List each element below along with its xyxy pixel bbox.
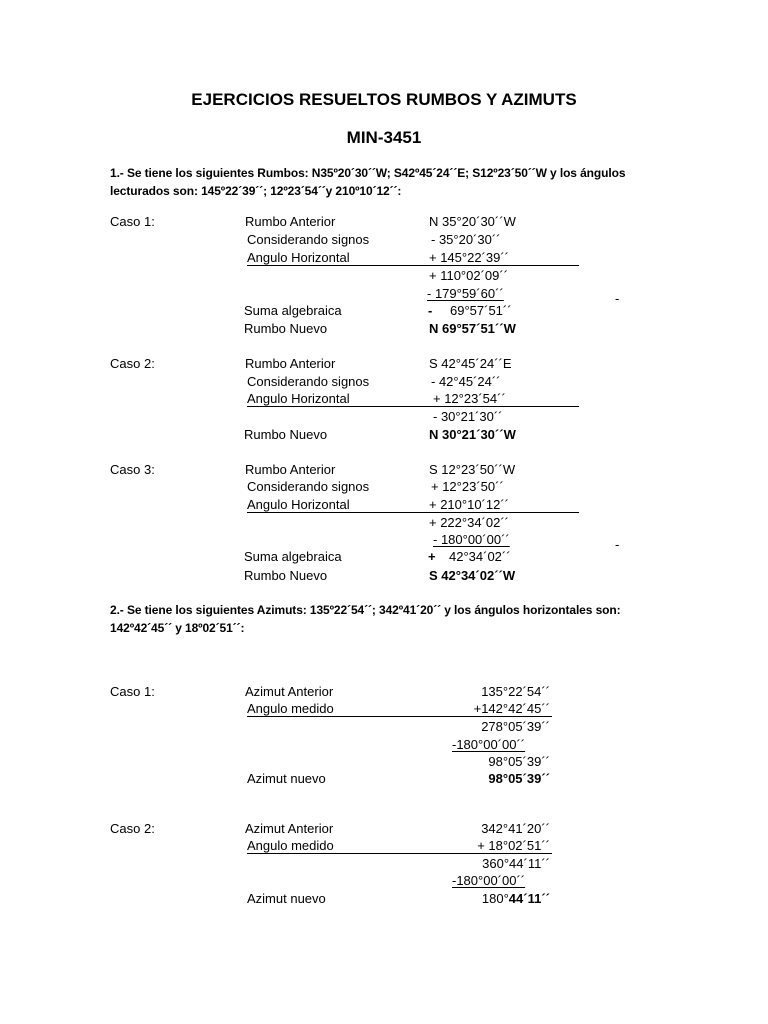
document-title: EJERCICIOS RESUELTOS RUMBOS Y AZIMUTS [191, 90, 577, 109]
suma-sign: + [428, 549, 436, 564]
sum-rule [247, 716, 552, 717]
azimut-caso1-label: Caso 1: [110, 684, 155, 699]
rumbo-nuevo-value: N 30°21´30´´W [429, 427, 516, 442]
partial-sum-value: + 222°34´02´´ [429, 515, 509, 530]
suma-algebraica-value: 42°34´02´´ [449, 549, 511, 564]
result-value: - 30°21´30´´ [433, 409, 503, 424]
caso1-label: Caso 1: [110, 214, 155, 229]
considerando-signos-label: Considerando signos [247, 374, 370, 389]
rumbo-nuevo-value: S 42°34´02´´W [429, 568, 516, 583]
angulo-medido-label: Angulo medido [247, 701, 334, 716]
sum-rule [247, 265, 579, 266]
subtract-value: -180°00´00´´ [452, 873, 526, 888]
azimut-nuevo-label: Azimut nuevo [247, 891, 326, 906]
rumbo-nuevo-value: N 69°57´51´´W [429, 321, 516, 336]
angulo-horizontal-label: Angulo Horizontal [247, 391, 350, 406]
subtract-value: - 180°00´00´´ [433, 532, 510, 547]
rumbo-nuevo-label: Rumbo Nuevo [244, 568, 328, 583]
course-code: MIN-3451 [346, 128, 422, 147]
partial-sum-value: + 110°02´09´´ [429, 268, 509, 283]
subtract-value: - 179°59´60´´ [427, 286, 504, 301]
suma-algebraica-value: 69°57´51´´ [450, 303, 512, 318]
part1-intro-line1: 1.- Se tiene los siguientes Rumbos: N35º20´30´´W; S42º45´24´´E; S12º23´50´´W y los ángulos [110, 166, 626, 180]
angulo-horizontal-label: Angulo Horizontal [247, 250, 350, 265]
partial-sum-value: 360°44´11´´ [482, 856, 550, 871]
considerando-signos-value: - 35°20´30´´ [431, 232, 501, 247]
caso3-label: Caso 3: [110, 462, 155, 477]
angulo-horizontal-value: + 145°22´39´´ [429, 250, 509, 265]
rumbo-nuevo-label: Rumbo Nuevo [244, 427, 328, 442]
rumbo-anterior-label: Rumbo Anterior [245, 356, 336, 371]
azimut-nuevo-value: 98°05´39´´ [488, 771, 550, 786]
rumbo-anterior-value: N 35°20´30´´W [429, 214, 516, 229]
rumbo-nuevo-label: Rumbo Nuevo [244, 321, 328, 336]
azimut-caso2-label: Caso 2: [110, 821, 155, 836]
side-mark: - [615, 537, 620, 552]
azimut-anterior-label: Azimut Anterior [245, 821, 334, 836]
azimut-anterior-value: 342°41´20´´ [481, 821, 550, 836]
considerando-signos-label: Considerando signos [247, 479, 370, 494]
sum-rule [247, 406, 579, 407]
angulo-medido-value: +142°42´45´´ [473, 701, 550, 716]
rumbo-anterior-value: S 42°45´24´´E [429, 356, 512, 371]
part2-intro-line2: 142º42´45´´ y 18º02´51´´: [110, 621, 245, 635]
angulo-medido-value: + 18°02´51´´ [477, 838, 550, 853]
caso2-label: Caso 2: [110, 356, 155, 371]
angulo-medido-label: Angulo medido [247, 838, 334, 853]
suma-algebraica-label: Suma algebraica [244, 303, 342, 318]
azimut-anterior-label: Azimut Anterior [245, 684, 334, 699]
rumbo-anterior-value: S 12°23´50´´W [429, 462, 516, 477]
part1-intro-line2: lecturados son: 145º22´39´´; 12º23´54´´y 210º10´12´´: [110, 184, 402, 198]
azimut-nuevo-minutes-seconds: 44´11´´ [508, 891, 550, 906]
partial-sum-value: 278°05´39´´ [481, 719, 550, 734]
azimut-nuevo-value [430, 892, 550, 905]
suma-algebraica-label: Suma algebraica [244, 549, 342, 564]
angulo-horizontal-label: Angulo Horizontal [247, 497, 350, 512]
azimut-nuevo-degrees: 180° [481, 891, 509, 906]
azimut-nuevo-label: Azimut nuevo [247, 771, 326, 786]
angulo-horizontal-value: + 12°23´54´´ [433, 391, 506, 406]
result-value: 98°05´39´´ [488, 754, 550, 769]
angulo-horizontal-value: + 210°10´12´´ [429, 497, 509, 512]
subtract-value: -180°00´00´´ [452, 737, 526, 752]
part2-intro-line1: 2.- Se tiene los siguientes Azimuts: 135º22´54´´; 342º41´20´´ y los ángulos horizontales son: [110, 603, 621, 617]
rumbo-anterior-label: Rumbo Anterior [245, 214, 336, 229]
azimut-anterior-value: 135°22´54´´ [481, 684, 550, 699]
rumbo-anterior-label: Rumbo Anterior [245, 462, 336, 477]
considerando-signos-value: + 12°23´50´´ [431, 479, 504, 494]
suma-sign: - [428, 303, 433, 318]
sum-rule [247, 853, 552, 854]
considerando-signos-value: - 42°45´24´´ [431, 374, 501, 389]
sum-rule [247, 512, 579, 513]
side-mark: - [615, 291, 620, 306]
considerando-signos-label: Considerando signos [247, 232, 370, 247]
